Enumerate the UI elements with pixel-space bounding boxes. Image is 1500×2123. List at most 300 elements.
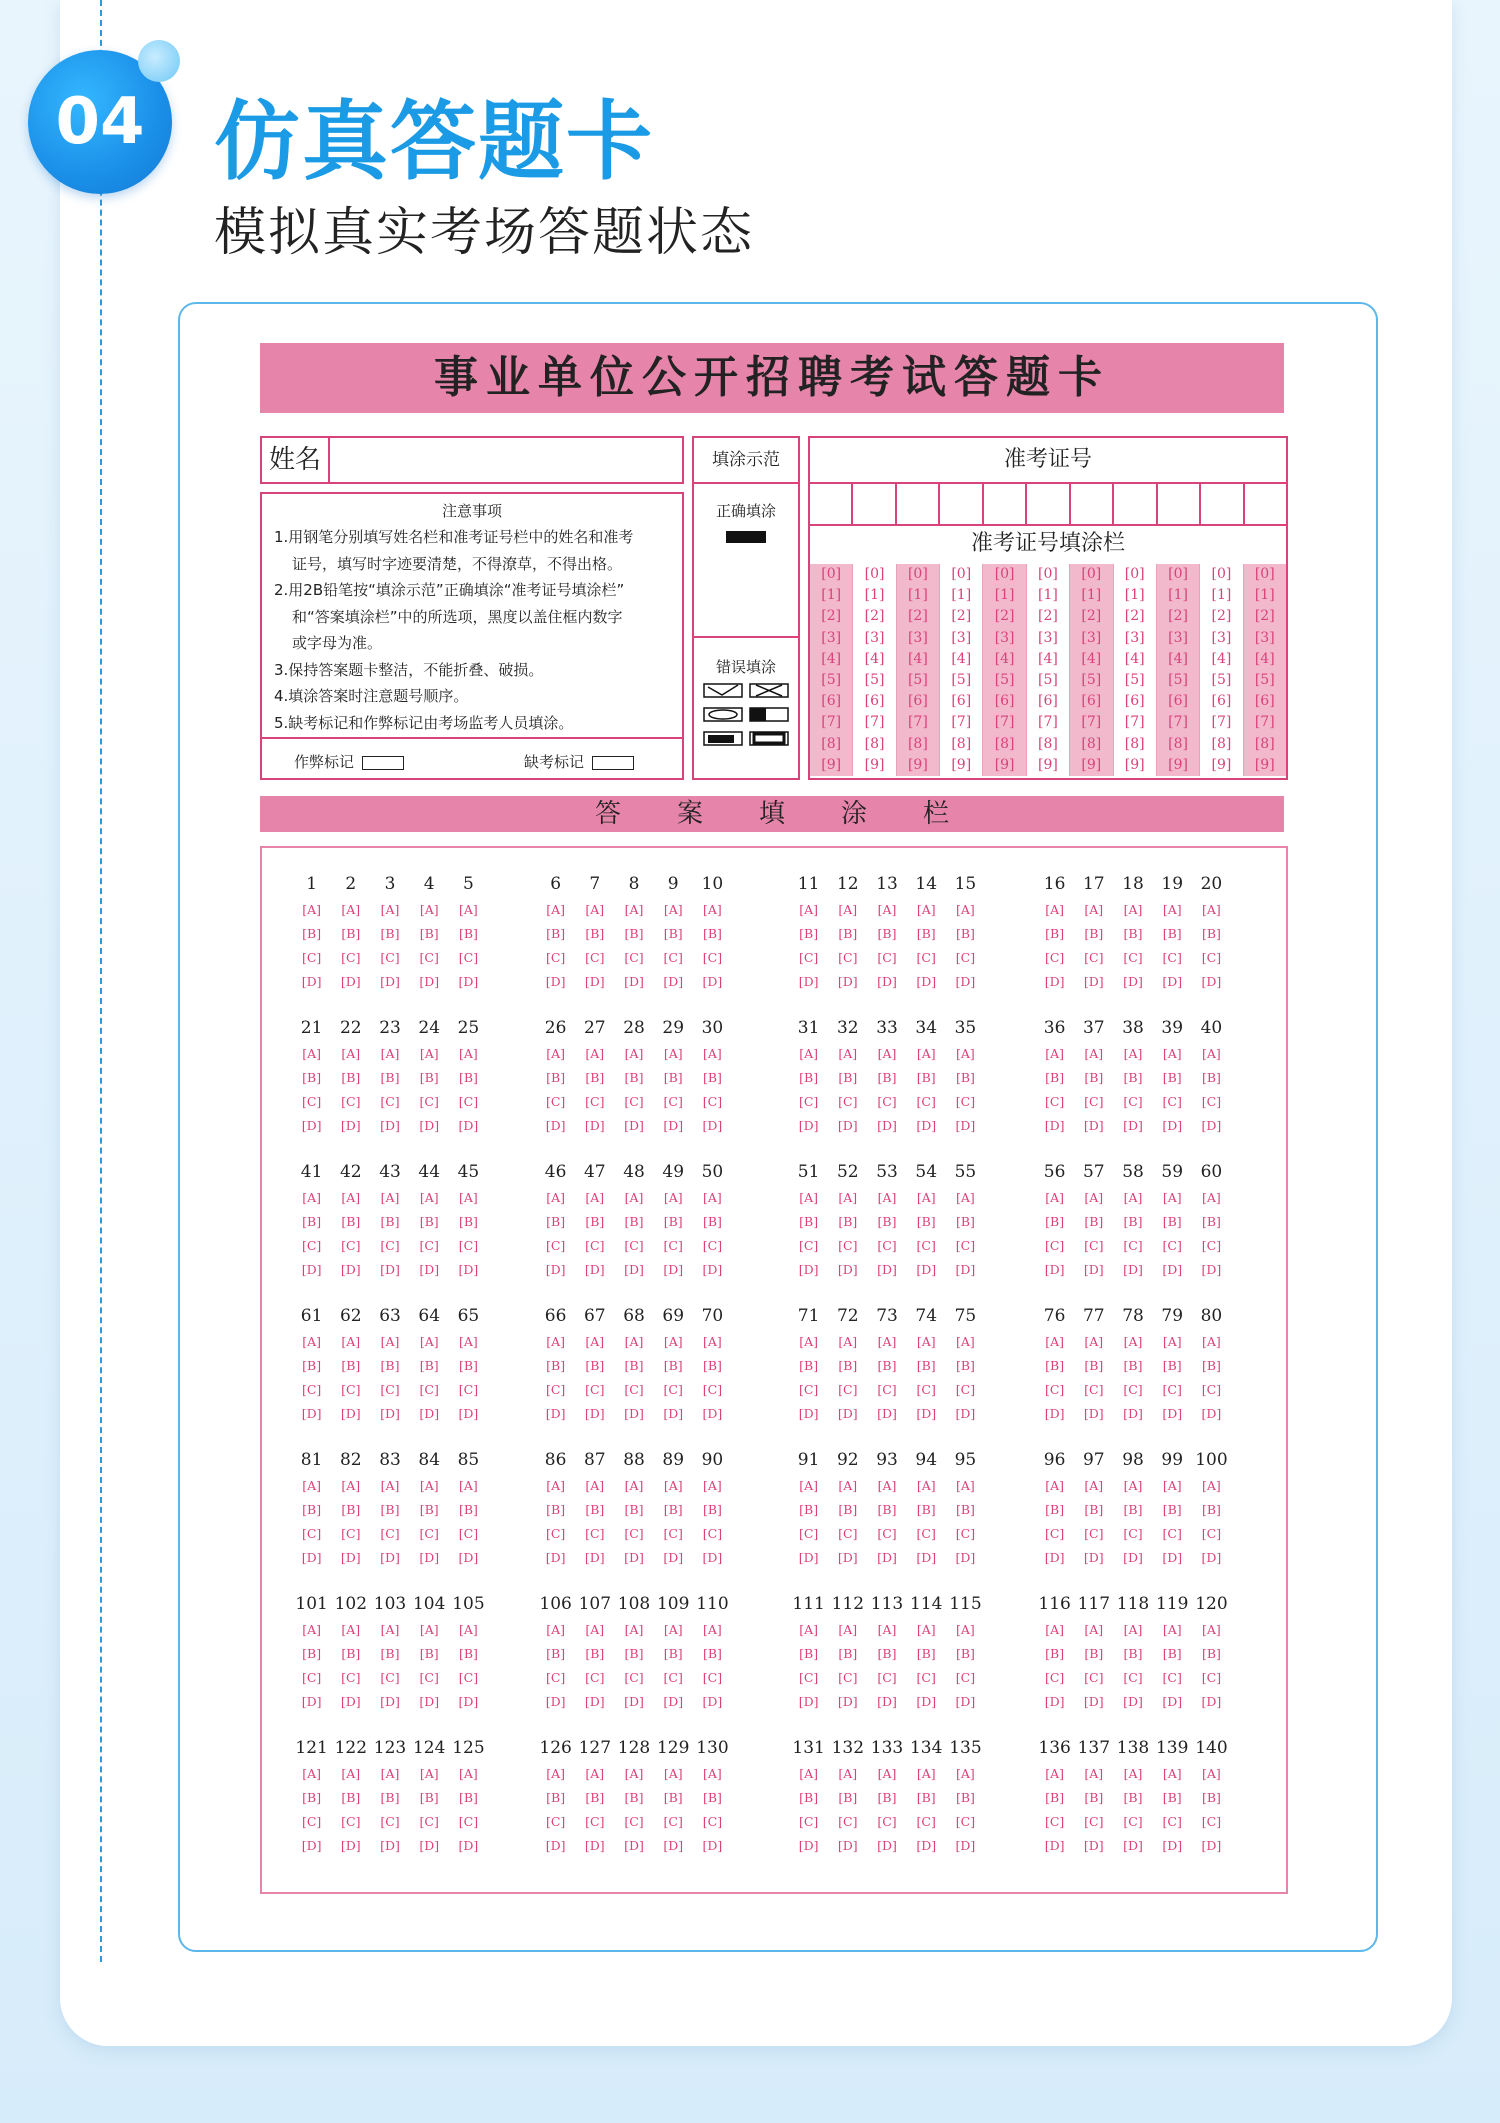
answer-bubble[interactable]: [C] [663,1382,683,1397]
answer-bubble[interactable]: [D] [624,1262,644,1277]
answer-bubble[interactable]: [D] [458,1118,479,1133]
answer-bubble[interactable]: [C] [545,1526,566,1541]
answer-bubble[interactable]: [D] [663,974,684,989]
answer-bubble[interactable]: [A] [341,1046,361,1061]
answer-bubble[interactable]: [A] [380,1190,400,1205]
answer-bubble[interactable]: [B] [663,926,683,941]
answer-bubble[interactable]: [B] [341,926,361,941]
answer-bubble[interactable]: [D] [1083,1118,1104,1133]
answer-bubble[interactable]: [A] [1084,1766,1104,1781]
answer-bubble[interactable]: [B] [1162,1502,1182,1517]
answer-bubble[interactable]: [C] [877,1670,897,1685]
exam-id-bubble[interactable]: [5] [821,672,842,689]
exam-id-bubble[interactable]: [4] [907,650,928,667]
answer-bubble[interactable]: [B] [663,1214,683,1229]
answer-bubble[interactable]: [D] [301,1550,322,1565]
answer-bubble[interactable]: [C] [1044,1094,1065,1109]
answer-bubble[interactable]: [B] [546,926,566,941]
answer-bubble[interactable]: [D] [584,1118,605,1133]
answer-bubble[interactable]: [C] [585,1382,605,1397]
answer-bubble[interactable]: [A] [956,902,975,917]
answer-bubble[interactable]: [A] [703,1334,722,1349]
answer-bubble[interactable]: [D] [877,1406,897,1421]
answer-bubble[interactable]: [A] [341,1334,361,1349]
answer-bubble[interactable]: [A] [1202,1190,1221,1205]
answer-bubble[interactable]: [B] [799,1502,819,1517]
answer-bubble[interactable]: [D] [798,974,819,989]
answer-bubble[interactable]: [C] [1123,1670,1143,1685]
answer-bubble[interactable]: [D] [545,1838,566,1853]
answer-bubble[interactable]: [D] [916,1406,937,1421]
answer-bubble[interactable]: [B] [1084,1502,1104,1517]
exam-id-bubble[interactable]: [5] [951,672,972,689]
answer-bubble[interactable]: [D] [340,1406,361,1421]
answer-bubble[interactable]: [D] [1123,1694,1143,1709]
answer-bubble[interactable]: [A] [1123,902,1143,917]
answer-bubble[interactable]: [C] [380,1094,400,1109]
answer-bubble[interactable]: [A] [1045,902,1064,917]
answer-bubble[interactable]: [A] [624,1766,644,1781]
answer-bubble[interactable]: [D] [877,974,897,989]
answer-bubble[interactable]: [C] [624,1526,644,1541]
cheat-mark[interactable] [294,751,404,772]
exam-id-bubble[interactable]: [8] [907,735,928,752]
answer-bubble[interactable]: [B] [1201,1070,1221,1085]
exam-id-bubble[interactable]: [6] [864,693,885,710]
answer-bubble[interactable]: [C] [301,1526,322,1541]
answer-bubble[interactable]: [C] [1044,1814,1065,1829]
exam-id-bubble[interactable]: [9] [1081,756,1102,773]
answer-bubble[interactable]: [C] [1084,950,1104,965]
exam-id-bubble[interactable]: [0] [1124,566,1145,582]
exam-id-bubble[interactable]: [5] [1168,672,1188,689]
answer-bubble[interactable]: [C] [955,1814,976,1829]
answer-bubble[interactable]: [A] [419,1622,439,1637]
exam-id-bubble[interactable]: [3] [1168,629,1188,646]
answer-bubble[interactable]: [D] [624,1838,644,1853]
answer-bubble[interactable]: [D] [1201,1118,1222,1133]
answer-bubble[interactable]: [A] [419,1046,439,1061]
answer-bubble[interactable]: [A] [546,1622,565,1637]
answer-bubble[interactable]: [B] [702,1358,722,1373]
answer-bubble[interactable]: [D] [955,1406,976,1421]
answer-bubble[interactable]: [D] [624,974,644,989]
exam-id-cell[interactable] [1027,482,1070,524]
exam-id-bubble[interactable]: [3] [821,629,842,646]
exam-id-bubble[interactable]: [7] [951,714,972,731]
answer-bubble[interactable]: [A] [838,1622,858,1637]
answer-bubble[interactable]: [D] [624,1118,644,1133]
answer-bubble[interactable]: [B] [702,1214,722,1229]
answer-bubble[interactable]: [A] [459,1190,478,1205]
answer-bubble[interactable]: [C] [301,1814,322,1829]
answer-bubble[interactable]: [C] [1162,950,1182,965]
answer-bubble[interactable]: [B] [916,926,936,941]
answer-bubble[interactable]: [D] [584,974,605,989]
answer-bubble[interactable]: [D] [584,1406,605,1421]
answer-bubble[interactable]: [A] [1123,1622,1143,1637]
exam-id-cell[interactable] [940,482,983,524]
exam-id-cell[interactable] [1071,482,1114,524]
answer-bubble[interactable]: [B] [838,926,858,941]
answer-bubble[interactable]: [D] [955,1262,976,1277]
answer-bubble[interactable]: [B] [663,1070,683,1085]
answer-bubble[interactable]: [D] [1123,1838,1143,1853]
answer-bubble[interactable]: [D] [916,1694,937,1709]
answer-bubble[interactable]: [A] [956,1622,975,1637]
answer-bubble[interactable]: [D] [1083,1406,1104,1421]
answer-bubble[interactable]: [C] [1084,1382,1104,1397]
answer-bubble[interactable]: [B] [838,1214,858,1229]
exam-id-bubble[interactable]: [2] [1168,608,1188,625]
answer-bubble[interactable]: [C] [955,1238,976,1253]
exam-id-bubble[interactable]: [2] [951,608,972,625]
answer-bubble[interactable]: [C] [1123,950,1143,965]
exam-id-bubble[interactable]: [9] [907,756,928,773]
answer-bubble[interactable]: [C] [1201,1094,1222,1109]
exam-id-bubble[interactable]: [9] [1211,756,1232,773]
answer-bubble[interactable]: [B] [302,1790,322,1805]
answer-bubble[interactable]: [C] [419,1094,439,1109]
answer-bubble[interactable]: [D] [340,1694,361,1709]
answer-bubble[interactable]: [D] [702,1118,723,1133]
answer-bubble[interactable]: [B] [302,1646,322,1661]
answer-bubble[interactable]: [A] [585,1190,605,1205]
answer-bubble[interactable]: [B] [341,1070,361,1085]
exam-id-bubble[interactable]: [6] [821,693,842,710]
answer-bubble[interactable]: [D] [798,1838,819,1853]
answer-bubble[interactable]: [B] [955,1214,975,1229]
exam-id-cell[interactable] [897,482,940,524]
answer-bubble[interactable]: [B] [838,1646,858,1661]
answer-bubble[interactable]: [D] [419,1838,440,1853]
answer-bubble[interactable]: [B] [624,1646,644,1661]
answer-bubble[interactable]: [C] [1201,1526,1222,1541]
answer-bubble[interactable]: [B] [955,1502,975,1517]
answer-bubble[interactable]: [B] [799,1646,819,1661]
answer-bubble[interactable]: [C] [916,950,936,965]
exam-id-bubble[interactable]: [2] [1081,608,1102,625]
exam-id-bubble[interactable]: [6] [1124,693,1145,710]
answer-bubble[interactable]: [A] [302,902,321,917]
answer-bubble[interactable]: [C] [838,1238,858,1253]
answer-bubble[interactable]: [C] [1123,1526,1143,1541]
answer-bubble[interactable]: [C] [838,1526,858,1541]
answer-bubble[interactable]: [B] [419,1070,439,1085]
answer-bubble[interactable]: [B] [585,1358,605,1373]
answer-bubble[interactable]: [B] [799,1358,819,1373]
answer-bubble[interactable]: [A] [380,1046,400,1061]
answer-bubble[interactable]: [C] [1162,1526,1182,1541]
answer-bubble[interactable]: [B] [799,1214,819,1229]
answer-bubble[interactable]: [C] [380,1238,400,1253]
answer-bubble[interactable]: [D] [1201,1550,1222,1565]
answer-bubble[interactable]: [D] [1123,1550,1143,1565]
exam-id-bubble[interactable]: [9] [821,756,842,773]
answer-bubble[interactable]: [B] [302,1502,322,1517]
answer-bubble[interactable]: [D] [1123,1406,1143,1421]
answer-bubble[interactable]: [C] [702,1670,723,1685]
answer-bubble[interactable]: [C] [702,1238,723,1253]
answer-bubble[interactable]: [D] [1162,1694,1183,1709]
answer-bubble[interactable]: [C] [838,1814,858,1829]
answer-bubble[interactable]: [A] [877,1046,897,1061]
answer-bubble[interactable]: [C] [955,1670,976,1685]
exam-id-bubble[interactable]: [8] [1038,735,1058,752]
answer-bubble[interactable]: [B] [380,1070,400,1085]
exam-id-bubble[interactable]: [6] [1168,693,1188,710]
exam-id-bubble[interactable]: [9] [994,756,1015,773]
answer-bubble[interactable]: [A] [459,1334,478,1349]
exam-id-bubble[interactable]: [4] [1081,650,1102,667]
exam-id-bubble[interactable]: [4] [994,650,1015,667]
answer-bubble[interactable]: [B] [624,926,644,941]
answer-bubble[interactable]: [D] [837,974,858,989]
answer-bubble[interactable]: [B] [458,1790,478,1805]
exam-id-bubble[interactable]: [6] [1211,693,1232,710]
answer-bubble[interactable]: [B] [838,1070,858,1085]
answer-bubble[interactable]: [B] [419,1358,439,1373]
answer-bubble[interactable]: [B] [799,926,819,941]
answer-bubble[interactable]: [B] [380,1502,400,1517]
answer-bubble[interactable]: [A] [380,1478,400,1493]
answer-bubble[interactable]: [B] [877,1502,897,1517]
answer-bubble[interactable]: [D] [798,1550,819,1565]
answer-bubble[interactable]: [B] [702,926,722,941]
answer-bubble[interactable]: [A] [585,1046,605,1061]
answer-bubble[interactable]: [A] [585,1478,605,1493]
answer-bubble[interactable]: [D] [624,1550,644,1565]
answer-bubble[interactable]: [C] [545,1382,566,1397]
exam-id-bubble[interactable]: [6] [907,693,928,710]
answer-bubble[interactable]: [C] [838,1670,858,1685]
answer-bubble[interactable]: [C] [1044,1526,1065,1541]
answer-bubble[interactable]: [A] [419,1190,439,1205]
answer-bubble[interactable]: [B] [546,1502,566,1517]
answer-bubble[interactable]: [C] [585,1670,605,1685]
answer-bubble[interactable]: [B] [1201,926,1221,941]
answer-bubble[interactable]: [A] [1162,1478,1182,1493]
answer-bubble[interactable]: [A] [380,1766,400,1781]
answer-bubble[interactable]: [C] [1044,1670,1065,1685]
answer-bubble[interactable]: [C] [702,1382,723,1397]
answer-bubble[interactable]: [D] [877,1550,897,1565]
answer-bubble[interactable]: [D] [1083,1838,1104,1853]
answer-bubble[interactable]: [B] [1045,1358,1065,1373]
exam-id-bubble[interactable]: [1] [1254,587,1275,604]
answer-bubble[interactable]: [C] [838,1382,858,1397]
answer-bubble[interactable]: [A] [703,1046,722,1061]
answer-bubble[interactable]: [B] [663,1502,683,1517]
answer-bubble[interactable]: [C] [916,1814,936,1829]
answer-bubble[interactable]: [D] [1044,1694,1065,1709]
answer-bubble[interactable]: [D] [955,1838,976,1853]
exam-id-cell[interactable] [1201,482,1244,524]
answer-bubble[interactable]: [D] [340,1550,361,1565]
answer-bubble[interactable]: [C] [341,1526,361,1541]
answer-bubble[interactable]: [D] [545,1550,566,1565]
answer-bubble[interactable]: [D] [663,1262,684,1277]
answer-bubble[interactable]: [C] [1201,950,1222,965]
answer-bubble[interactable]: [B] [838,1790,858,1805]
answer-bubble[interactable]: [D] [916,1262,937,1277]
answer-bubble[interactable]: [A] [877,1190,897,1205]
answer-bubble[interactable]: [B] [458,1646,478,1661]
answer-bubble[interactable]: [B] [546,1214,566,1229]
exam-id-bubble[interactable]: [7] [1168,714,1188,731]
answer-bubble[interactable]: [C] [624,1094,644,1109]
answer-bubble[interactable]: [A] [956,1190,975,1205]
answer-bubble[interactable]: [D] [1201,1406,1222,1421]
answer-bubble[interactable]: [A] [624,1478,644,1493]
answer-bubble[interactable]: [A] [1123,1190,1143,1205]
exam-id-bubble[interactable]: [2] [1124,608,1145,625]
answer-bubble[interactable]: [A] [838,1766,858,1781]
exam-id-bubble[interactable]: [8] [1124,735,1145,752]
exam-id-bubble[interactable]: [1] [864,587,885,604]
exam-id-bubble[interactable]: [5] [1254,672,1275,689]
exam-id-bubble[interactable]: [3] [1211,629,1232,646]
exam-id-bubble[interactable]: [9] [864,756,885,773]
answer-bubble[interactable]: [C] [663,1670,683,1685]
answer-bubble[interactable]: [A] [703,1622,722,1637]
answer-bubble[interactable]: [D] [798,1406,819,1421]
answer-bubble[interactable]: [A] [302,1046,321,1061]
answer-bubble[interactable]: [B] [1201,1214,1221,1229]
answer-bubble[interactable]: [C] [663,1814,683,1829]
answer-bubble[interactable]: [B] [624,1502,644,1517]
answer-bubble[interactable]: [A] [624,902,644,917]
answer-bubble[interactable]: [C] [458,1238,479,1253]
answer-bubble[interactable]: [A] [341,1190,361,1205]
answer-bubble[interactable]: [A] [1162,902,1182,917]
cheat-mark-box[interactable] [362,756,404,770]
answer-bubble[interactable]: [B] [302,1214,322,1229]
answer-bubble[interactable]: [A] [916,1190,936,1205]
answer-bubble[interactable]: [B] [877,1790,897,1805]
answer-bubble[interactable]: [B] [955,1790,975,1805]
absent-mark[interactable] [524,751,634,772]
answer-bubble[interactable]: [A] [799,1190,818,1205]
answer-bubble[interactable]: [A] [1162,1334,1182,1349]
answer-bubble[interactable]: [B] [585,1790,605,1805]
exam-id-bubble[interactable]: [2] [1211,608,1232,625]
answer-bubble[interactable]: [B] [916,1358,936,1373]
exam-id-bubble[interactable]: [4] [1254,650,1275,667]
exam-id-cell[interactable] [984,482,1027,524]
exam-id-bubble[interactable]: [2] [907,608,928,625]
exam-id-bubble[interactable]: [1] [907,587,928,604]
answer-bubble[interactable]: [C] [341,950,361,965]
answer-bubble[interactable]: [C] [458,950,479,965]
answer-bubble[interactable]: [D] [340,974,361,989]
exam-id-bubble[interactable]: [6] [994,693,1015,710]
answer-bubble[interactable]: [A] [663,1478,683,1493]
answer-bubble[interactable]: [D] [663,1838,684,1853]
exam-id-bubble[interactable]: [3] [951,629,972,646]
answer-bubble[interactable]: [C] [341,1814,361,1829]
answer-bubble[interactable]: [D] [916,974,937,989]
answer-bubble[interactable]: [C] [838,950,858,965]
answer-bubble[interactable]: [B] [585,1502,605,1517]
answer-bubble[interactable]: [A] [341,1622,361,1637]
answer-bubble[interactable]: [A] [1123,1478,1143,1493]
exam-id-bubble[interactable]: [8] [994,735,1015,752]
answer-bubble[interactable]: [C] [877,1238,897,1253]
answer-bubble[interactable]: [A] [799,1046,818,1061]
exam-id-bubble[interactable]: [4] [864,650,885,667]
exam-id-bubble[interactable]: [6] [1081,693,1102,710]
answer-bubble[interactable]: [B] [799,1790,819,1805]
answer-bubble[interactable]: [A] [419,1766,439,1781]
answer-bubble[interactable]: [C] [877,1526,897,1541]
answer-bubble[interactable]: [A] [1162,1190,1182,1205]
answer-bubble[interactable]: [D] [301,1262,322,1277]
answer-bubble[interactable]: [A] [838,1046,858,1061]
answer-bubble[interactable]: [A] [459,1622,478,1637]
answer-bubble[interactable]: [D] [837,1694,858,1709]
answer-bubble[interactable]: [B] [458,1502,478,1517]
answer-bubble[interactable]: [C] [380,1382,400,1397]
answer-bubble[interactable]: [D] [301,974,322,989]
answer-bubble[interactable]: [A] [877,1334,897,1349]
answer-bubble[interactable]: [D] [663,1694,684,1709]
answer-bubble[interactable]: [C] [341,1670,361,1685]
answer-bubble[interactable]: [C] [624,1670,644,1685]
answer-bubble[interactable]: [A] [663,902,683,917]
answer-bubble[interactable]: [C] [545,1238,566,1253]
answer-bubble[interactable]: [D] [380,1406,400,1421]
answer-bubble[interactable]: [D] [837,1118,858,1133]
answer-bubble[interactable]: [A] [663,1046,683,1061]
answer-bubble[interactable]: [C] [877,1814,897,1829]
answer-bubble[interactable]: [A] [799,1478,818,1493]
answer-bubble[interactable]: [C] [585,1238,605,1253]
exam-id-cell[interactable] [1158,482,1201,524]
exam-id-bubble[interactable]: [4] [1038,650,1058,667]
answer-bubble[interactable]: [B] [916,1646,936,1661]
answer-bubble[interactable]: [D] [1083,1694,1104,1709]
answer-bubble[interactable]: [B] [702,1502,722,1517]
answer-bubble[interactable]: [C] [916,1094,936,1109]
answer-bubble[interactable]: [C] [916,1526,936,1541]
answer-bubble[interactable]: [B] [1123,1790,1143,1805]
answer-bubble[interactable]: [A] [703,1478,722,1493]
answer-bubble[interactable]: [D] [702,974,723,989]
answer-bubble[interactable]: [D] [1201,1838,1222,1853]
answer-bubble[interactable]: [B] [1162,1358,1182,1373]
exam-id-bubble[interactable]: [7] [907,714,928,731]
answer-bubble[interactable]: [B] [458,1070,478,1085]
answer-bubble[interactable]: [A] [877,1622,897,1637]
answer-bubble[interactable]: [D] [380,1262,400,1277]
answer-bubble[interactable]: [D] [545,1262,566,1277]
answer-bubble[interactable]: [A] [799,902,818,917]
answer-bubble[interactable]: [C] [838,1094,858,1109]
answer-bubble[interactable]: [D] [798,1118,819,1133]
answer-bubble[interactable]: [B] [458,1214,478,1229]
answer-bubble[interactable]: [A] [956,1334,975,1349]
answer-bubble[interactable]: [A] [1202,902,1221,917]
answer-bubble[interactable]: [D] [916,1550,937,1565]
answer-bubble[interactable]: [C] [877,1094,897,1109]
answer-bubble[interactable]: [D] [663,1406,684,1421]
answer-bubble[interactable]: [C] [1201,1814,1222,1829]
answer-bubble[interactable]: [A] [1123,1334,1143,1349]
answer-bubble[interactable]: [B] [799,1070,819,1085]
answer-bubble[interactable]: [A] [1202,1046,1221,1061]
answer-bubble[interactable]: [A] [1123,1046,1143,1061]
